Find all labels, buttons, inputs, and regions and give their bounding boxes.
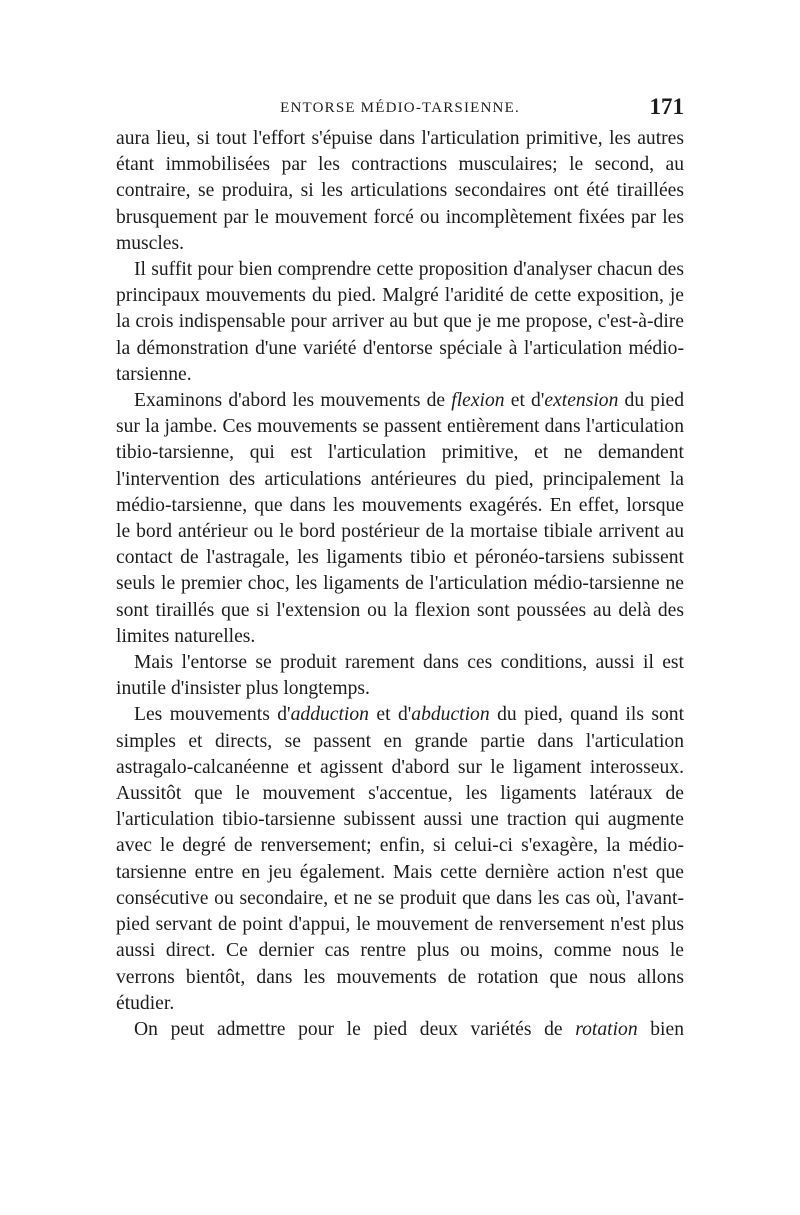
paragraph-5-text-start: Les mouvements d'	[134, 704, 291, 726]
body-text	[116, 126, 684, 1043]
running-head	[116, 94, 684, 120]
book-page	[116, 94, 685, 1043]
running-title: ENTORSE MÉDIO-TARSIENNE.	[280, 100, 520, 116]
paragraph-6	[116, 1017, 684, 1043]
paragraph-5	[116, 702, 684, 1016]
paragraph-3-text-end: du pied sur la jambe. Ces mouvements se passent entièrement dans l'articulation tibio-tarsienne, qui est l'articulation primitive, et ne demandent l'intervention des articulations antérieures du pied, principalement la médio-tarsienne, que dans les mouvements exagérés. En effet, lorsque le bord antérieur ou le bord postérieur de la mortaise tibiale arrivent au contact de l'astragale, les ligaments tibio et péronéo-tarsiens subissent seuls le premier choc, les ligaments de l'articulation médio-tarsienne ne sont tiraillés que si l'extension ou la flexion sont poussées au delà des limites naturelles.	[116, 390, 685, 647]
italic-term-rotation: rotation	[575, 1018, 638, 1040]
paragraph-4: Mais l'entorse se produit rarement dans ces conditions, aussi il est inutile d'insister plus longtemps.	[116, 652, 684, 700]
paragraph-5-text-end: du pied, quand ils sont simples et directs, se passent en grande partie dans l'articulation astragalo-calcanéenne et agissent d'abord sur le ligament interosseux. Aussitôt que le mouvement s'accentue, les ligaments latéraux de l'articulation tibio-tarsienne subissent aussi une traction qui augmente avec le degré de renversement; enfin, si celui-ci s'exagère, la médio-tarsienne entre en jeu également. Mais cette dernière action n'est que consécutive ou secondaire, et ne se produit que dans les cas où, l'avant-pied servant de point d'appui, le mouvement de renversement n'est plus aussi direct. Ce dernier cas rentre plus ou moins, comme nous le verrons bientôt, dans les mouvements de rotation que nous allons étudier.	[116, 704, 685, 1014]
paragraph-6-text-end: bien	[637, 1018, 684, 1040]
paragraph-2: Il suffit pour bien comprendre cette proposition d'analyser chacun des principaux mouvements du pied. Malgré l'aridité de cette exposition, je la crois indispensable pour arriver au but que je me propose, c'est-à-dire la démonstration d'une variété d'entorse spéciale à l'articulation médio-tarsienne.	[116, 259, 684, 385]
italic-term-abduction: abduction	[411, 704, 490, 726]
italic-term-flexion: flexion	[451, 390, 505, 412]
paragraph-5-text-middle: et d'	[368, 704, 412, 726]
italic-term-adduction: adduction	[290, 704, 369, 726]
page-number: 171	[649, 94, 684, 119]
paragraph-1: aura lieu, si tout l'effort s'épuise dans l'articulation primitive, les autres étant immobilisées par les contractions musculaires; le second, au contraire, se produira, si les articulations secondaires ont été tiraillées brusquement par le mouvement forcé ou incomplètement fixées par les muscles.	[116, 128, 684, 254]
paragraph-3-text-start: Examinons d'abord les mouvements de	[134, 390, 452, 412]
paragraph-6-text-start: On peut admettre pour le pied deux variétés de	[134, 1018, 576, 1040]
paragraph-3	[116, 388, 684, 650]
italic-term-extension: extension	[544, 390, 619, 412]
paragraph-3-text-middle: et d'	[504, 390, 545, 412]
